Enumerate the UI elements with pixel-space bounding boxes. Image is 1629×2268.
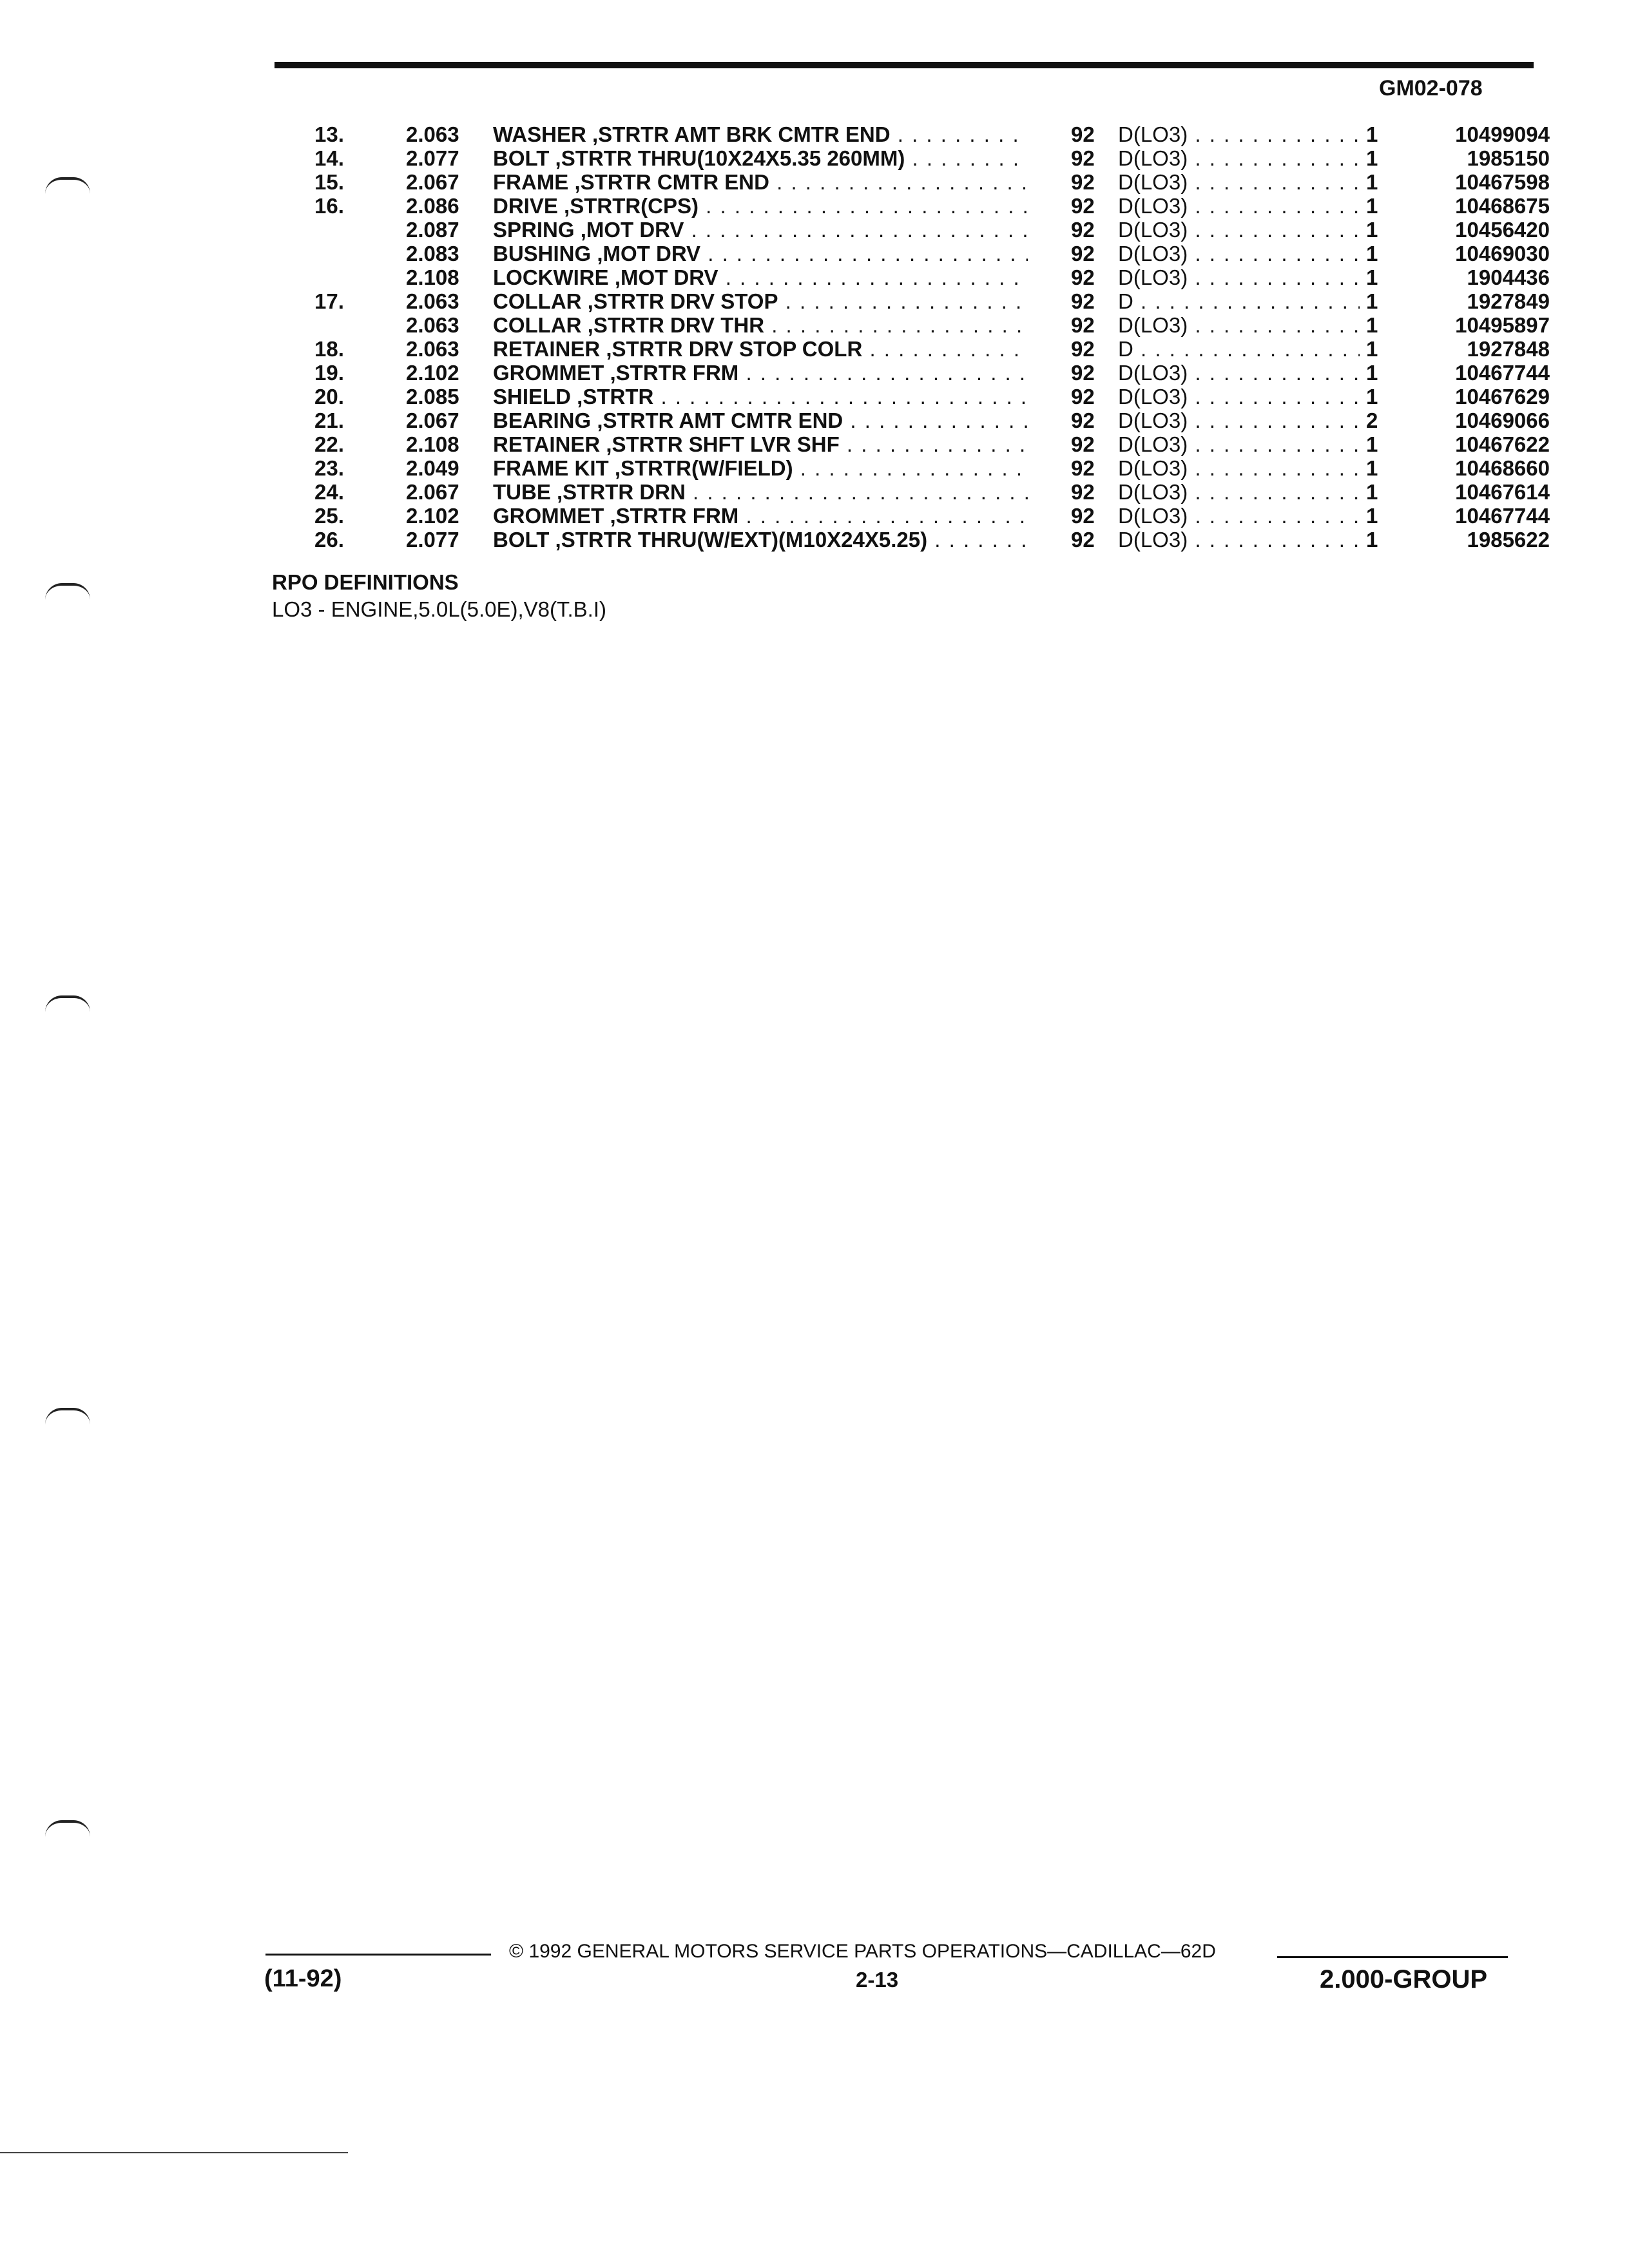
part-year: 92 <box>1071 480 1095 504</box>
part-group: 2.108 <box>406 265 459 289</box>
part-part: 10467744 <box>1455 504 1550 528</box>
part-year: 92 <box>1071 242 1095 265</box>
part-year: 92 <box>1071 385 1095 408</box>
part-qty: 1 <box>1366 146 1378 170</box>
part-part: 10467629 <box>1455 385 1550 408</box>
part-item: 23. <box>314 456 344 480</box>
part-group: 2.077 <box>406 528 459 552</box>
punch-hole-mark <box>45 177 90 194</box>
part-desc: COLLAR ,STRTR DRV STOP . . . <box>493 289 1028 313</box>
footer-group: 2.000-GROUP <box>1320 1965 1488 1994</box>
part-part: 1904436 <box>1467 265 1550 289</box>
part-year: 92 <box>1071 456 1095 480</box>
part-group: 2.067 <box>406 170 459 194</box>
part-group: 2.085 <box>406 385 459 408</box>
part-desc: SPRING ,MOT DRV . . . <box>493 218 1028 242</box>
scan-edge-line <box>0 2152 348 2153</box>
part-group: 2.108 <box>406 432 459 456</box>
part-usage: D(LO3) . . . <box>1118 361 1360 385</box>
part-usage: D(LO3) . . . <box>1118 218 1360 242</box>
part-group: 2.083 <box>406 242 459 265</box>
part-item: 21. <box>314 408 344 432</box>
part-qty: 1 <box>1366 218 1378 242</box>
part-desc: LOCKWIRE ,MOT DRV . . . <box>493 265 1028 289</box>
part-desc: TUBE ,STRTR DRN . . . <box>493 480 1028 504</box>
part-usage: D . . . <box>1118 289 1360 313</box>
part-item: 22. <box>314 432 344 456</box>
part-group: 2.063 <box>406 122 459 146</box>
part-desc: FRAME KIT ,STRTR(W/FIELD) . . . <box>493 456 1028 480</box>
punch-hole-mark <box>45 995 90 1012</box>
part-year: 92 <box>1071 408 1095 432</box>
part-desc: BOLT ,STRTR THRU(W/EXT)(M10X24X5.25) . . . <box>493 528 1028 552</box>
part-qty: 1 <box>1366 504 1378 528</box>
part-qty: 1 <box>1366 528 1378 552</box>
part-desc: DRIVE ,STRTR(CPS) . . . <box>493 194 1028 218</box>
part-year: 92 <box>1071 361 1095 385</box>
part-year: 92 <box>1071 337 1095 361</box>
part-usage: D(LO3) . . . <box>1118 504 1360 528</box>
part-part: 10467622 <box>1455 432 1550 456</box>
rpo-heading: RPO DEFINITIONS <box>272 570 459 594</box>
part-qty: 1 <box>1366 170 1378 194</box>
part-part: 1927849 <box>1467 289 1550 313</box>
part-part: 10456420 <box>1455 218 1550 242</box>
part-group: 2.067 <box>406 408 459 432</box>
rpo-definition: LO3 - ENGINE,5.0L(5.0E),V8(T.B.I) <box>272 597 607 621</box>
part-qty: 1 <box>1366 194 1378 218</box>
part-group: 2.102 <box>406 361 459 385</box>
part-desc: BUSHING ,MOT DRV . . . <box>493 242 1028 265</box>
part-usage: D(LO3) . . . <box>1118 385 1360 408</box>
part-item: 26. <box>314 528 344 552</box>
part-year: 92 <box>1071 289 1095 313</box>
part-item: 17. <box>314 289 344 313</box>
part-group: 2.063 <box>406 313 459 337</box>
footer-rule-right <box>1277 1956 1508 1958</box>
part-part: 10469066 <box>1455 408 1550 432</box>
part-qty: 1 <box>1366 337 1378 361</box>
punch-hole-mark <box>45 1820 90 1837</box>
part-year: 92 <box>1071 170 1095 194</box>
part-part: 1985150 <box>1467 146 1550 170</box>
part-qty: 1 <box>1366 480 1378 504</box>
part-usage: D . . . <box>1118 337 1360 361</box>
document-code: GM02-078 <box>1379 76 1483 101</box>
part-item: 14. <box>314 146 344 170</box>
part-qty: 1 <box>1366 313 1378 337</box>
part-group: 2.063 <box>406 337 459 361</box>
part-qty: 1 <box>1366 456 1378 480</box>
part-part: 1927848 <box>1467 337 1550 361</box>
part-qty: 1 <box>1366 265 1378 289</box>
part-usage: D(LO3) . . . <box>1118 122 1360 146</box>
part-usage: D(LO3) . . . <box>1118 170 1360 194</box>
part-item: 19. <box>314 361 344 385</box>
part-item: 13. <box>314 122 344 146</box>
page-number: 2-13 <box>856 1968 899 1992</box>
part-qty: 1 <box>1366 432 1378 456</box>
part-year: 92 <box>1071 146 1095 170</box>
part-year: 92 <box>1071 528 1095 552</box>
footer-rule-left <box>265 1954 491 1956</box>
part-part: 10468660 <box>1455 456 1550 480</box>
part-group: 2.077 <box>406 146 459 170</box>
rpo-definitions <box>272 570 606 622</box>
part-desc: FRAME ,STRTR CMTR END . . . <box>493 170 1028 194</box>
part-usage: D(LO3) . . . <box>1118 456 1360 480</box>
part-desc: GROMMET ,STRTR FRM . . . <box>493 504 1028 528</box>
part-year: 92 <box>1071 313 1095 337</box>
part-group: 2.063 <box>406 289 459 313</box>
part-year: 92 <box>1071 122 1095 146</box>
part-qty: 1 <box>1366 289 1378 313</box>
part-qty: 1 <box>1366 242 1378 265</box>
part-year: 92 <box>1071 265 1095 289</box>
part-item: 20. <box>314 385 344 408</box>
part-usage: D(LO3) . . . <box>1118 146 1360 170</box>
part-qty: 2 <box>1366 408 1378 432</box>
part-group: 2.102 <box>406 504 459 528</box>
punch-hole-mark <box>45 1408 90 1425</box>
part-group: 2.067 <box>406 480 459 504</box>
part-item: 24. <box>314 480 344 504</box>
part-qty: 1 <box>1366 385 1378 408</box>
part-year: 92 <box>1071 218 1095 242</box>
part-qty: 1 <box>1366 361 1378 385</box>
part-part: 10467598 <box>1455 170 1550 194</box>
part-desc: BOLT ,STRTR THRU(10X24X5.35 260MM) . . . <box>493 146 1028 170</box>
part-year: 92 <box>1071 504 1095 528</box>
part-usage: D(LO3) . . . <box>1118 265 1360 289</box>
part-part: 10495897 <box>1455 313 1550 337</box>
part-item: 25. <box>314 504 344 528</box>
part-desc: RETAINER ,STRTR SHFT LVR SHF . . . <box>493 432 1028 456</box>
footer-date: (11-92) <box>264 1965 342 1992</box>
part-group: 2.087 <box>406 218 459 242</box>
part-usage: D(LO3) . . . <box>1118 194 1360 218</box>
part-year: 92 <box>1071 432 1095 456</box>
part-usage: D(LO3) . . . <box>1118 313 1360 337</box>
part-part: 10467614 <box>1455 480 1550 504</box>
part-desc: RETAINER ,STRTR DRV STOP COLR . . . <box>493 337 1028 361</box>
part-usage: D(LO3) . . . <box>1118 432 1360 456</box>
part-part: 1985622 <box>1467 528 1550 552</box>
part-desc: WASHER ,STRTR AMT BRK CMTR END . . . <box>493 122 1028 146</box>
part-part: 10468675 <box>1455 194 1550 218</box>
part-part: 10499094 <box>1455 122 1550 146</box>
top-rule <box>275 62 1534 68</box>
part-usage: D(LO3) . . . <box>1118 480 1360 504</box>
part-year: 92 <box>1071 194 1095 218</box>
part-item: 15. <box>314 170 344 194</box>
part-desc: GROMMET ,STRTR FRM . . . <box>493 361 1028 385</box>
part-usage: D(LO3) . . . <box>1118 408 1360 432</box>
part-desc: COLLAR ,STRTR DRV THR . . . <box>493 313 1028 337</box>
part-usage: D(LO3) . . . <box>1118 242 1360 265</box>
punch-hole-mark <box>45 583 90 600</box>
copyright-notice: © 1992 GENERAL MOTORS SERVICE PARTS OPERATIONS—CADILLAC—62D <box>509 1941 1216 1962</box>
part-item: 16. <box>314 194 344 218</box>
part-usage: D(LO3) . . . <box>1118 528 1360 552</box>
part-part: 10467744 <box>1455 361 1550 385</box>
part-qty: 1 <box>1366 122 1378 146</box>
part-desc: SHIELD ,STRTR . . . <box>493 385 1028 408</box>
part-desc: BEARING ,STRTR AMT CMTR END . . . <box>493 408 1028 432</box>
part-item: 18. <box>314 337 344 361</box>
part-group: 2.086 <box>406 194 459 218</box>
part-group: 2.049 <box>406 456 459 480</box>
part-part: 10469030 <box>1455 242 1550 265</box>
